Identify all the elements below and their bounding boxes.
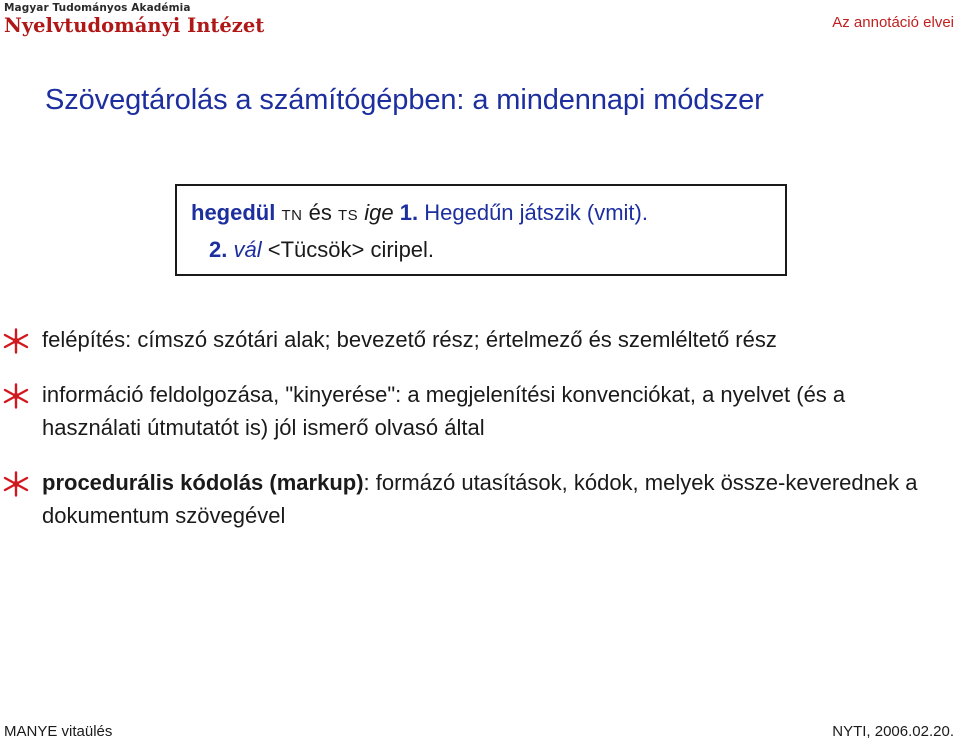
entry-conjunction: és bbox=[308, 200, 332, 225]
entry-sense-2-text: ciripel. bbox=[370, 237, 435, 262]
bullet-bold-text: procedurális kódolás (markup) bbox=[42, 470, 364, 495]
entry-pos-ige: ige bbox=[364, 200, 394, 225]
section-title: Az annotáció elvei bbox=[832, 14, 954, 31]
entry-sense-2-label: vál bbox=[233, 237, 262, 262]
red-star-bullet-icon bbox=[3, 328, 29, 354]
footer-event-name: MANYE vitaülés bbox=[4, 723, 113, 740]
entry-line-2 bbox=[191, 233, 785, 267]
bullet-list bbox=[0, 323, 960, 532]
red-star-bullet-icon bbox=[3, 471, 29, 497]
red-star-bullet-icon bbox=[3, 383, 29, 409]
logo-academy-name: Magyar Tudományos Akadémia bbox=[4, 2, 191, 14]
entry-sense-1-number: 1. bbox=[399, 200, 419, 225]
entry-pos-tn: TN bbox=[281, 207, 303, 224]
bullet-item bbox=[0, 323, 960, 356]
entry-sense-1-text: Hegedűn játszik (vmit). bbox=[424, 200, 648, 225]
entry-headword: hegedül bbox=[191, 200, 276, 225]
institution-logo bbox=[4, 2, 274, 38]
entry-line-1 bbox=[191, 196, 785, 233]
logo-institute-name: Nyelvtudományi Intézet bbox=[4, 14, 265, 37]
entry-sense-2-number: 2. bbox=[209, 237, 228, 262]
bullet-text: felépítés: címszó szótári alak; bevezető rész; értelmező és szemléltető rész bbox=[42, 327, 777, 352]
slide-title: Szövegtárolás a számítógépben: a mindennapi módszer bbox=[45, 84, 764, 116]
bullet-text: : formázó utasítások, kódok, melyek össze-keverednek a dokumentum szövegével bbox=[42, 470, 918, 528]
entry-sense-2-subject: <Tücsök> bbox=[267, 237, 365, 262]
bullet-item bbox=[0, 378, 960, 444]
bullet-item bbox=[0, 466, 960, 532]
entry-pos-ts: TS bbox=[337, 207, 359, 224]
bullet-text: információ feldolgozása, "kinyerése": a megjelenítési konvenciókat, a nyelvet (és a használati útmutatót is) jól ismerő olvasó által bbox=[42, 382, 846, 440]
footer-date: NYTI, 2006.02.20. bbox=[832, 723, 954, 740]
dictionary-entry-box bbox=[175, 184, 787, 276]
